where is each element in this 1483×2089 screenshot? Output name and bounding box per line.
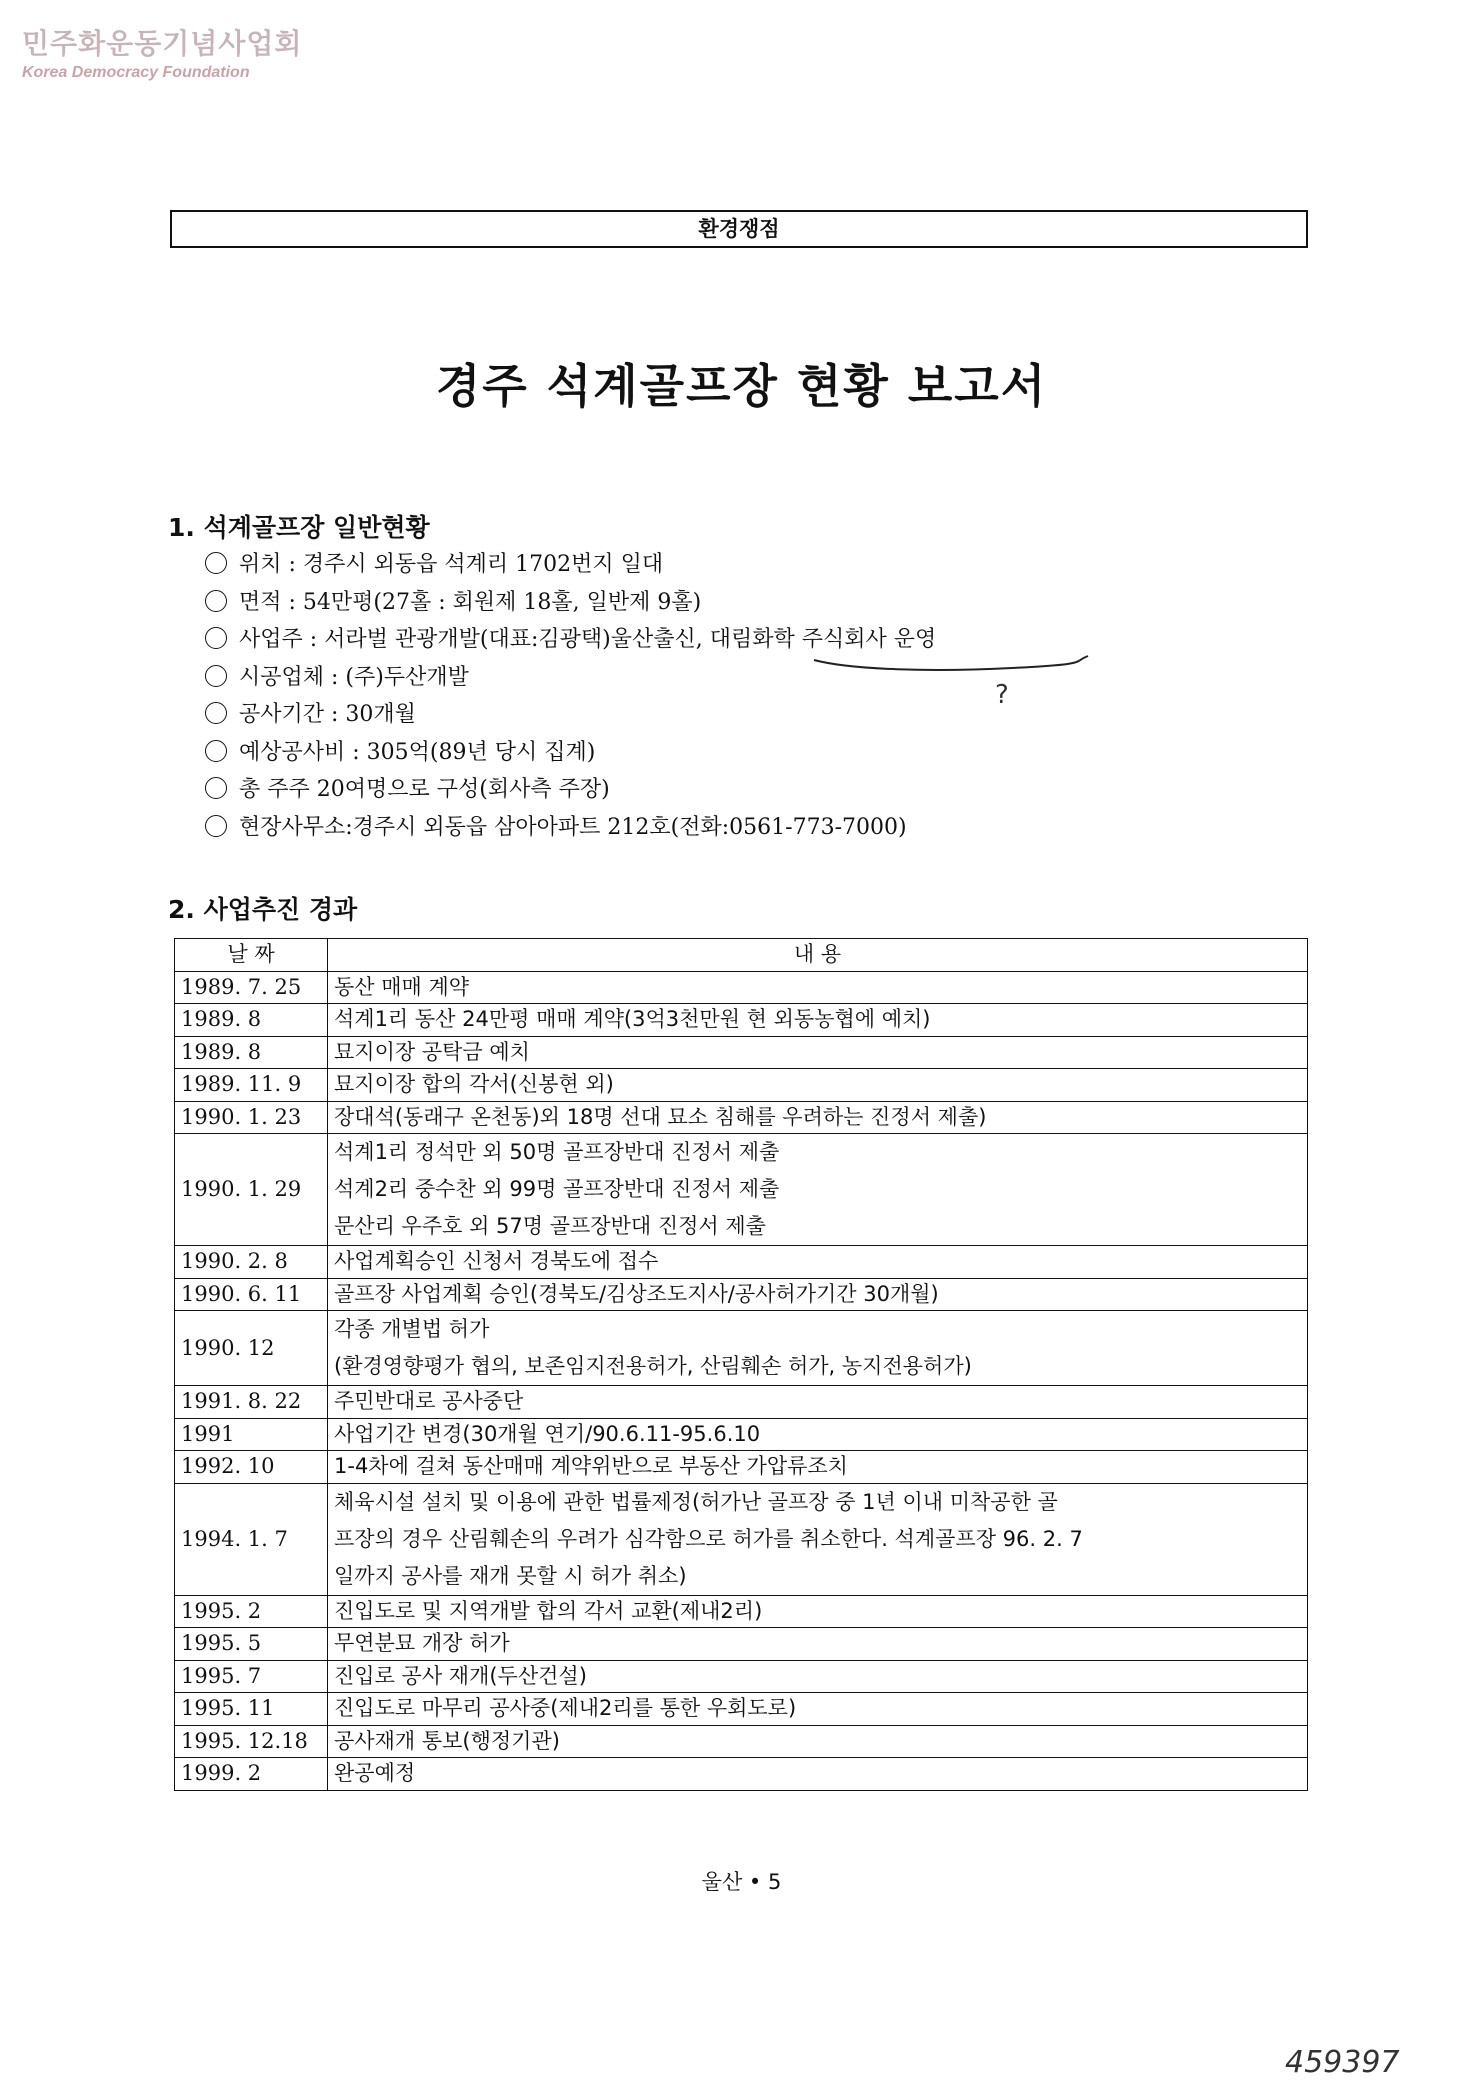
row-date: 1990. 1. 23: [175, 1101, 328, 1134]
row-content-line: 공사재개 통보(행정기관): [334, 1728, 560, 1753]
row-content: [328, 1386, 1308, 1419]
table-row: [175, 1660, 1308, 1693]
row-content: [328, 1418, 1308, 1451]
table-row: [175, 1595, 1308, 1628]
content-column-header: 내 용: [328, 939, 1308, 972]
circle-bullet-icon: [205, 777, 227, 799]
row-content-line: 무연분묘 개장 허가: [334, 1631, 510, 1656]
table-row: [175, 1036, 1308, 1069]
row-date: 1991. 8. 22: [175, 1386, 328, 1419]
info-item: [205, 809, 936, 847]
section1-heading: 1. 석계골프장 일반현황: [168, 513, 430, 542]
table-row: [175, 1311, 1308, 1386]
info-item-text: 면적 : 54만평(27홀 : 회원제 18홀, 일반제 9홀): [239, 589, 702, 615]
row-content: [328, 1628, 1308, 1661]
table-row: [175, 1628, 1308, 1661]
page-footer: 울산 • 5: [701, 1870, 782, 1894]
table-row: [175, 1101, 1308, 1134]
row-content: [328, 1069, 1308, 1102]
row-date: 1995. 12.18: [175, 1725, 328, 1758]
row-content-line: 석계1리 정석만 외 50명 골프장반대 진정서 제출: [334, 1140, 780, 1164]
row-content-line: 진입도로 및 지역개발 합의 각서 교환(제내2리): [334, 1598, 763, 1623]
table-row: [175, 1278, 1308, 1311]
row-content: [328, 1246, 1308, 1279]
row-content: [328, 1134, 1308, 1246]
row-content-line: 진입도로 마무리 공사중(제내2리를 통한 우회도로): [334, 1696, 797, 1721]
row-content: [328, 1101, 1308, 1134]
row-content-line: 체육시설 설치 및 이용에 관한 법률제정(허가난 골프장 중 1년 이내 미착공한 골: [334, 1489, 1058, 1514]
table-row: [175, 1004, 1308, 1037]
circle-bullet-icon: [205, 665, 227, 687]
row-date: 1994. 1. 7: [175, 1483, 328, 1595]
row-date: 1991: [175, 1418, 328, 1451]
row-content: [328, 1278, 1308, 1311]
row-content: [328, 971, 1308, 1004]
row-date: 1990. 12: [175, 1311, 328, 1386]
circle-bullet-icon: [205, 740, 227, 762]
row-content-line: 프장의 경우 산림훼손의 우려가 심각함으로 허가를 취소한다. 석계골프장 96. 2. 7: [334, 1526, 1083, 1551]
row-date: 1995. 11: [175, 1693, 328, 1726]
row-content: [328, 1758, 1308, 1791]
table-row: [175, 1725, 1308, 1758]
table-header-row: [175, 939, 1308, 972]
info-item-text: 공사기간 : 30개월: [239, 702, 416, 727]
row-content-line: 묘지이장 합의 각서(신봉현 외): [334, 1072, 614, 1097]
row-date: 1990. 1. 29: [175, 1134, 328, 1246]
row-content-line: 1-4차에 걸쳐 동산매매 계약위반으로 부동산 가압류조치: [334, 1454, 848, 1479]
table-row: [175, 1069, 1308, 1102]
table-row: [175, 971, 1308, 1004]
table-row: [175, 1418, 1308, 1451]
history-table-body: [175, 971, 1308, 1790]
history-table: [174, 938, 1308, 1791]
info-item-text: 사업주 : 서라벌 관광개발(대표:김광택)울산출신, 대림화학 주식회사 운영: [239, 627, 937, 652]
table-row: [175, 1246, 1308, 1279]
row-content-line: 주민반대로 공사중단: [334, 1389, 524, 1414]
logo-korean: 민주화운동기념사업회: [22, 27, 303, 60]
circle-bullet-icon: [205, 590, 227, 612]
row-content-line: 각종 개별법 허가: [334, 1317, 490, 1341]
info-item-text: 예상공사비 : 305억(89년 당시 집계): [239, 739, 596, 765]
row-date: 1989. 8: [175, 1036, 328, 1069]
circle-bullet-icon: [205, 815, 227, 837]
table-row: [175, 1451, 1308, 1484]
row-content-line: 완공예정: [334, 1761, 416, 1786]
row-content: [328, 1660, 1308, 1693]
row-content-line: 일까지 공사를 재개 못할 시 허가 취소): [334, 1563, 687, 1588]
general-info-list: [205, 546, 936, 846]
handwritten-underline: [812, 652, 1092, 674]
row-date: 1989. 11. 9: [175, 1069, 328, 1102]
row-date: 1995. 7: [175, 1660, 328, 1693]
row-content: [328, 1595, 1308, 1628]
row-date: 1992. 10: [175, 1451, 328, 1484]
info-item: [205, 771, 936, 809]
row-content-line: 문산리 우주호 외 57명 골프장반대 진정서 제출: [334, 1214, 766, 1238]
info-item: [205, 696, 936, 734]
info-item: [205, 546, 936, 584]
row-date: 1995. 5: [175, 1628, 328, 1661]
date-column-header: 날 짜: [175, 939, 328, 972]
circle-bullet-icon: [205, 702, 227, 724]
info-item-text: 위치 : 경주시 외동읍 석계리 1702번지 일대: [239, 552, 664, 577]
row-content: [328, 1725, 1308, 1758]
row-content: [328, 1451, 1308, 1484]
row-content-line: 장대석(동래구 온천동)외 18명 선대 묘소 침해를 우려하는 진정서 제출): [334, 1104, 987, 1129]
page-title: 경주 석계골프장 현황 보고서: [435, 359, 1048, 413]
circle-bullet-icon: [205, 627, 227, 649]
info-item-text: 시공업체 : (주)두산개발: [239, 664, 469, 690]
row-content-line: 묘지이장 공탁금 예치: [334, 1039, 530, 1064]
row-date: 1990. 2. 8: [175, 1246, 328, 1279]
row-content: [328, 1693, 1308, 1726]
row-date: 1990. 6. 11: [175, 1278, 328, 1311]
info-item-text: 현장사무소:경주시 외동읍 삼아아파트 212호(전화:0561-773-7000): [239, 814, 907, 840]
info-item: [205, 734, 936, 772]
row-content-line: 석계2리 중수찬 외 99명 골프장반대 진정서 제출: [334, 1177, 780, 1201]
handwritten-question-mark: ?: [995, 680, 1009, 710]
info-item-text: 총 주주 20여명으로 구성(회사측 주장): [239, 777, 610, 802]
table-row: [175, 1386, 1308, 1419]
handwritten-document-number: 459397: [1285, 2045, 1400, 2080]
foundation-logo: [22, 22, 302, 82]
info-item: [205, 584, 936, 622]
table-row: [175, 1483, 1308, 1595]
row-content: [328, 1311, 1308, 1386]
row-content: [328, 1483, 1308, 1595]
row-date: 1989. 7. 25: [175, 971, 328, 1004]
row-date: 1999. 2: [175, 1758, 328, 1791]
row-content-line: 진입로 공사 재개(두산건설): [334, 1663, 587, 1688]
row-date: 1989. 8: [175, 1004, 328, 1037]
circle-bullet-icon: [205, 552, 227, 574]
row-content-line: 골프장 사업계획 승인(경북도/김상조도지사/공사허가기간 30개월): [334, 1281, 939, 1306]
row-content-line: 동산 매매 계약: [334, 974, 470, 999]
table-row: [175, 1134, 1308, 1246]
category-header: 환경쟁점: [170, 210, 1308, 248]
table-row: [175, 1758, 1308, 1791]
row-content-line: 석계1리 동산 24만평 매매 계약(3억3천만원 현 외동농협에 예치): [334, 1007, 931, 1032]
row-content: [328, 1004, 1308, 1037]
row-content: [328, 1036, 1308, 1069]
table-row: [175, 1693, 1308, 1726]
section2-heading: 2. 사업추진 경과: [168, 895, 358, 924]
logo-english: Korea Democracy Foundation: [22, 64, 250, 81]
row-content-line: 사업기간 변경(30개월 연기/90.6.11-95.6.10: [334, 1421, 761, 1446]
row-content-line: (환경영향평가 협의, 보존임지전용허가, 산림훼손 허가, 농지전용허가): [334, 1354, 972, 1378]
row-date: 1995. 2: [175, 1595, 328, 1628]
row-content-line: 사업계획승인 신청서 경북도에 접수: [334, 1249, 659, 1274]
